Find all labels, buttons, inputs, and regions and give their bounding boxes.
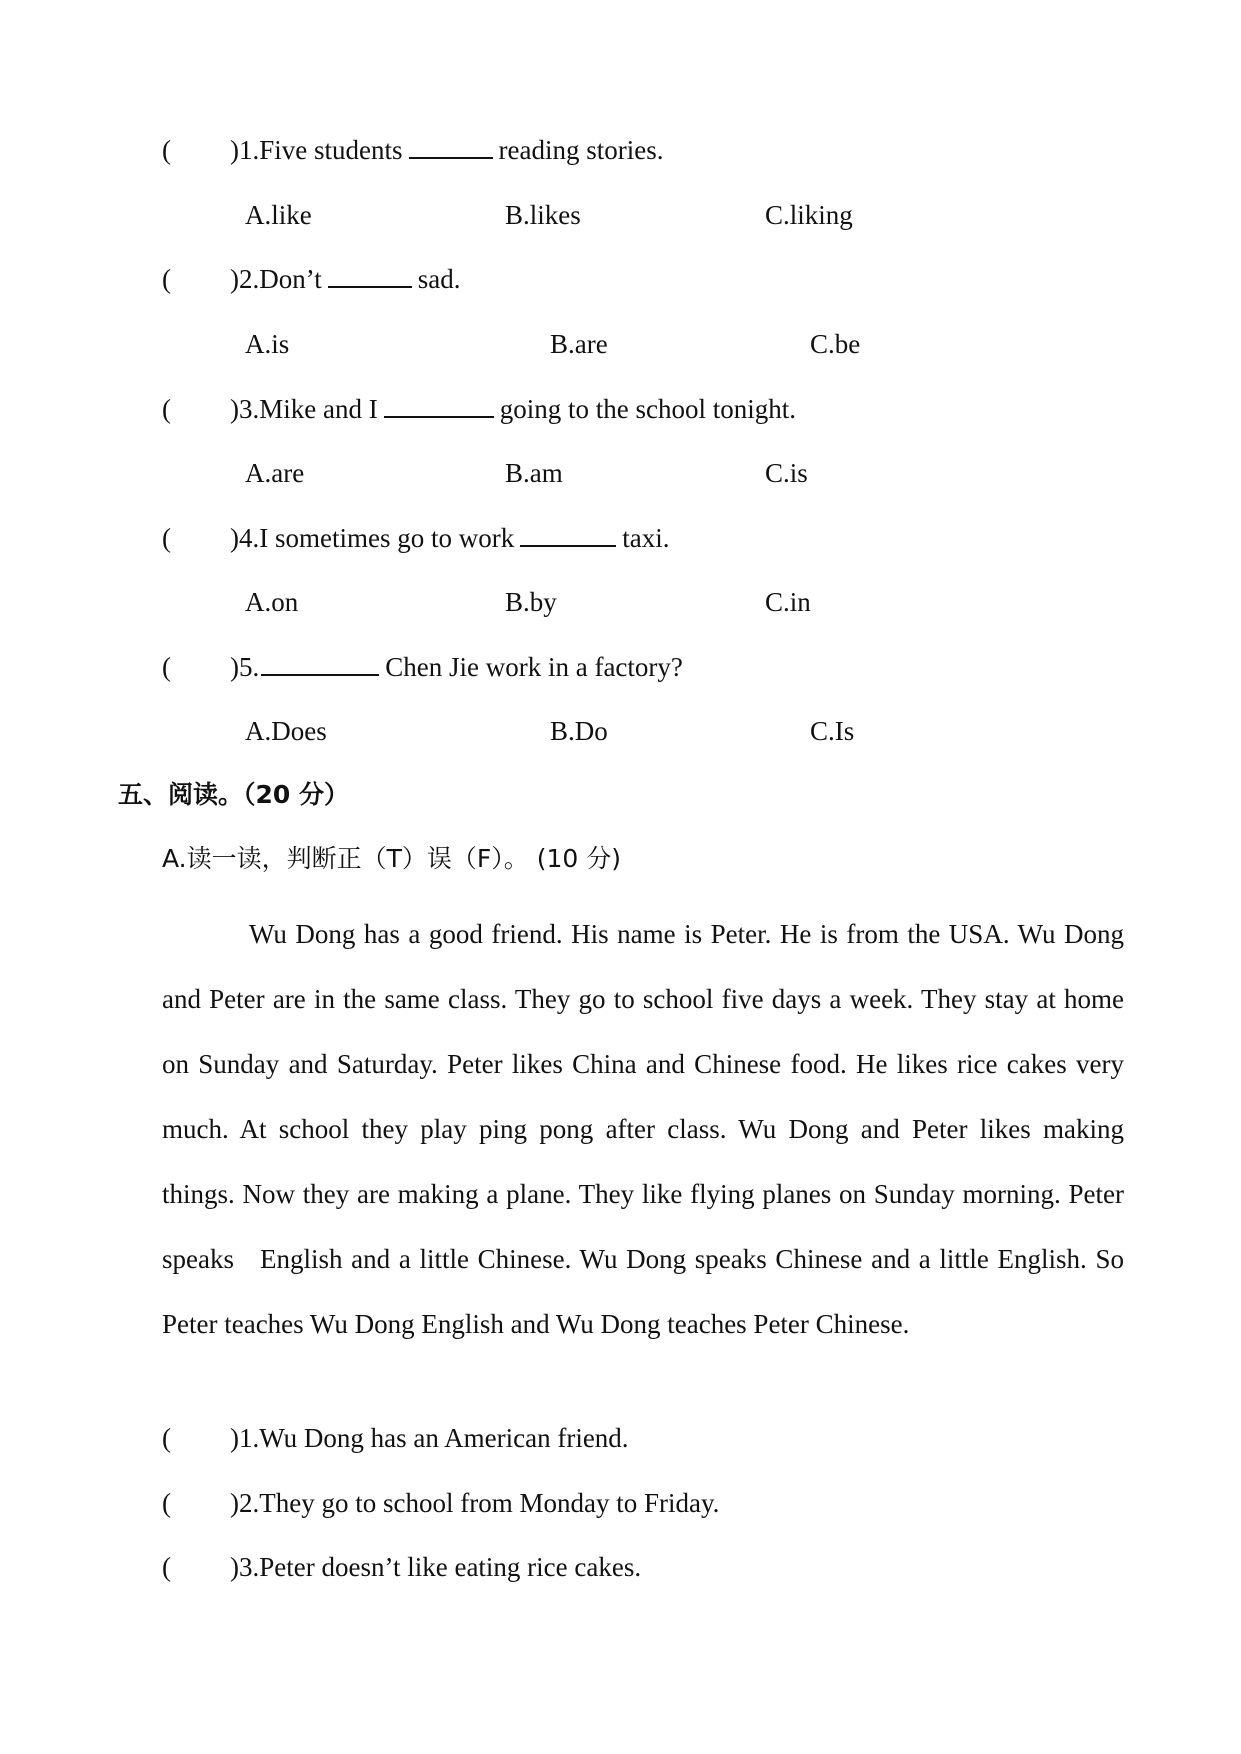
- option-c: C.is: [765, 458, 808, 488]
- option-b: B.by: [505, 587, 557, 617]
- option-b: B.am: [505, 458, 563, 488]
- part-a-instruction: A.读一读，判断正（T）误（F）。 (10 分): [162, 844, 621, 873]
- question-number: )5.: [230, 652, 260, 682]
- question-number: )2.: [230, 1488, 260, 1518]
- question-number: )1.: [230, 135, 260, 165]
- option-b: B.likes: [505, 200, 581, 230]
- question-text-pre: Don’t: [259, 264, 322, 294]
- answer-paren: (: [162, 264, 171, 294]
- question-text-post: reading stories.: [498, 135, 664, 165]
- option-c: C.be: [810, 329, 861, 359]
- answer-blank[interactable]: [520, 544, 616, 547]
- question-text-pre: I sometimes go to work: [259, 523, 515, 553]
- section-heading: 五、阅读。（20 分）: [118, 780, 349, 809]
- answer-blank[interactable]: [328, 285, 412, 288]
- question-text: Wu Dong has an American friend.: [259, 1423, 629, 1453]
- question-text: Peter doesn’t like eating rice cakes.: [259, 1552, 642, 1582]
- option-a: A.Does: [245, 716, 327, 746]
- question-number: )2.: [230, 264, 260, 294]
- answer-paren: (: [162, 135, 171, 165]
- answer-paren: (: [162, 652, 171, 682]
- question-number: )3.: [230, 1552, 260, 1582]
- option-c: C.liking: [765, 200, 853, 230]
- option-a: A.is: [245, 329, 290, 359]
- question-number: )4.: [230, 523, 260, 553]
- answer-paren[interactable]: (: [162, 1552, 171, 1582]
- answer-blank[interactable]: [384, 415, 494, 418]
- question-text-post: taxi.: [622, 523, 670, 553]
- question-number: )1.: [230, 1423, 260, 1453]
- question-text-pre: Mike and I: [259, 394, 378, 424]
- question-text-post: sad.: [417, 264, 461, 294]
- answer-paren: (: [162, 394, 171, 424]
- option-b: B.are: [550, 329, 608, 359]
- question-text-post: going to the school tonight.: [499, 394, 796, 424]
- option-a: A.like: [245, 200, 312, 230]
- question-text-pre: Five students: [259, 135, 403, 165]
- question-number: )3.: [230, 394, 260, 424]
- answer-paren[interactable]: (: [162, 1423, 171, 1453]
- option-a: A.on: [245, 587, 299, 617]
- question-text-post: Chen Jie work in a factory?: [385, 652, 683, 682]
- answer-paren: (: [162, 523, 171, 553]
- answer-blank[interactable]: [409, 156, 493, 159]
- option-c: C.Is: [810, 716, 855, 746]
- answer-paren[interactable]: (: [162, 1488, 171, 1518]
- option-c: C.in: [765, 587, 811, 617]
- option-a: A.are: [245, 458, 305, 488]
- answer-blank[interactable]: [261, 673, 379, 676]
- reading-passage: Wu Dong has a good friend. His name is Peter. He is from the USA. Wu Dong and Peter are in the same class. They go to school five days a week. They stay at home on Sunday and Saturday. Peter likes China and Chinese food. He likes rice cakes very much. At school they play ping pong after class. Wu Dong and Peter likes making things. Now they are making a plane. They like flying planes on Sunday morning. Peter speaks English and a little Chinese. Wu Dong speaks Chinese and a little English. So Peter teaches Wu Dong English and Wu Dong teaches Peter Chinese.: [162, 919, 1131, 1339]
- option-b: B.Do: [550, 716, 608, 746]
- question-text: They go to school from Monday to Friday.: [259, 1488, 720, 1518]
